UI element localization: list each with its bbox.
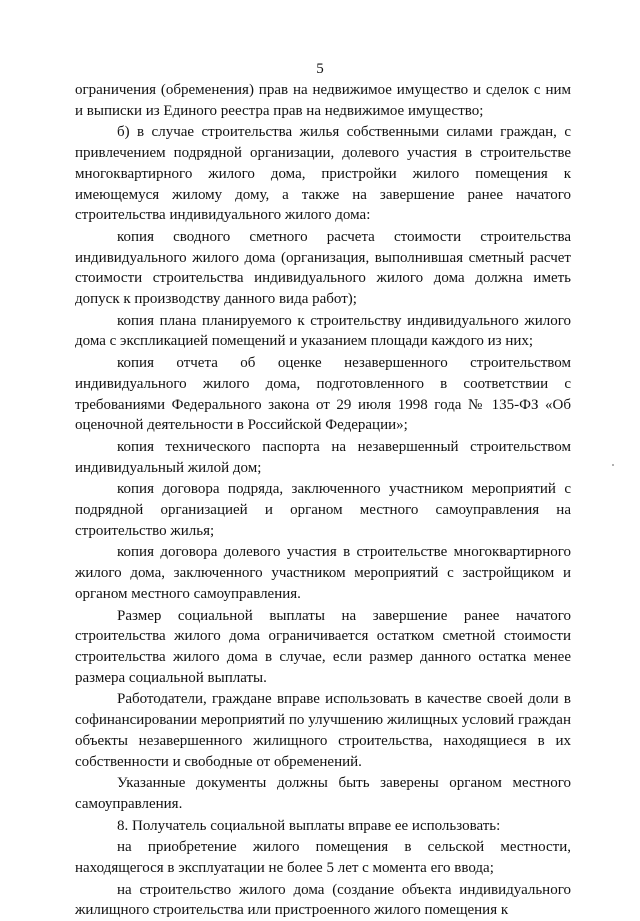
paragraph-technical-passport-copy: копия технического паспорта на незавершенный строительством индивидуальный жилой дом; bbox=[75, 438, 571, 476]
paragraph-certification: Указанные документы должны быть заверены органом местного самоуправления. bbox=[75, 775, 571, 812]
paragraph-continuation: ограничения (обременения) прав на недвижимое имущество и сделок с ним и выписки из Единого реестра прав на недвижимое имущество; bbox=[75, 82, 571, 119]
paragraph-valuation-report-copy: копия отчета об оценке незавершенного строительством индивидуального жилого дома, подготовленного в соответствии с требованиями Федерального закона от 29 июля 1998 года № 135-ФЗ «Об оценочной деятельности в Российской Федерации»; bbox=[75, 355, 571, 434]
paragraph-shared-construction-copy: копия договора долевого участия в строительстве многоквартирного жилого дома, заключенного участником мероприятий с застройщиком и органом местного самоуправления. bbox=[75, 544, 571, 602]
paragraph-clause-8: 8. Получатель социальной выплаты вправе ее использовать: bbox=[117, 817, 501, 834]
paragraph-estimate-copy: копия сводного сметного расчета стоимости строительства индивидуального жилого дома (организация, выполнившая сметный расчет стоимости строительства индивидуального жилого дома должна иметь допуск к производству данного вида работ); bbox=[75, 228, 571, 308]
paragraph-clause-b: б) в случае строительства жилья собственными силами граждан, с привлечением подрядной организации, долевого участия в строительстве многоквартирного жилого дома, пристройки жилого помещения к имеющемуся жилому дому, а также на завершение ранее начатого строительства индивидуального жилого дома: bbox=[75, 124, 571, 224]
document-body bbox=[75, 80, 571, 921]
paragraph-contract-copy: копия договора подряда, заключенного участником мероприятий с подрядной организацией и органом местного самоуправления на строительство жилья; bbox=[75, 481, 571, 539]
page-number: 5 bbox=[316, 61, 324, 77]
scan-speck bbox=[612, 464, 614, 466]
paragraph-purchase: на приобретение жилого помещения в сельской местности, находящегося в эксплуатации не более 5 лет с момента его ввода; bbox=[75, 839, 571, 877]
paragraph-plan-copy: копия плана планируемого к строительству индивидуального жилого дома с экспликацией помещений и указанием площади каждого из них; bbox=[75, 312, 571, 350]
paragraph-construction: на строительство жилого дома (создание объекта индивидуального жилищного строительства или пристроенного жилого помещения к bbox=[75, 881, 571, 919]
paragraph-employers: Работодатели, граждане вправе использовать в качестве своей доли в софинансировании мероприятий по улучшению жилищных условий граждан объекты незавершенного жилищного строительства, находящиеся в их собственности и свободные от обременений. bbox=[75, 691, 571, 770]
paragraph-payment-size: Размер социальной выплаты на завершение ранее начатого строительства жилого дома ограничивается остатком сметной стоимости строительства жилого дома в случае, если размер данного остатка менее размера социальной выплаты. bbox=[75, 607, 571, 686]
